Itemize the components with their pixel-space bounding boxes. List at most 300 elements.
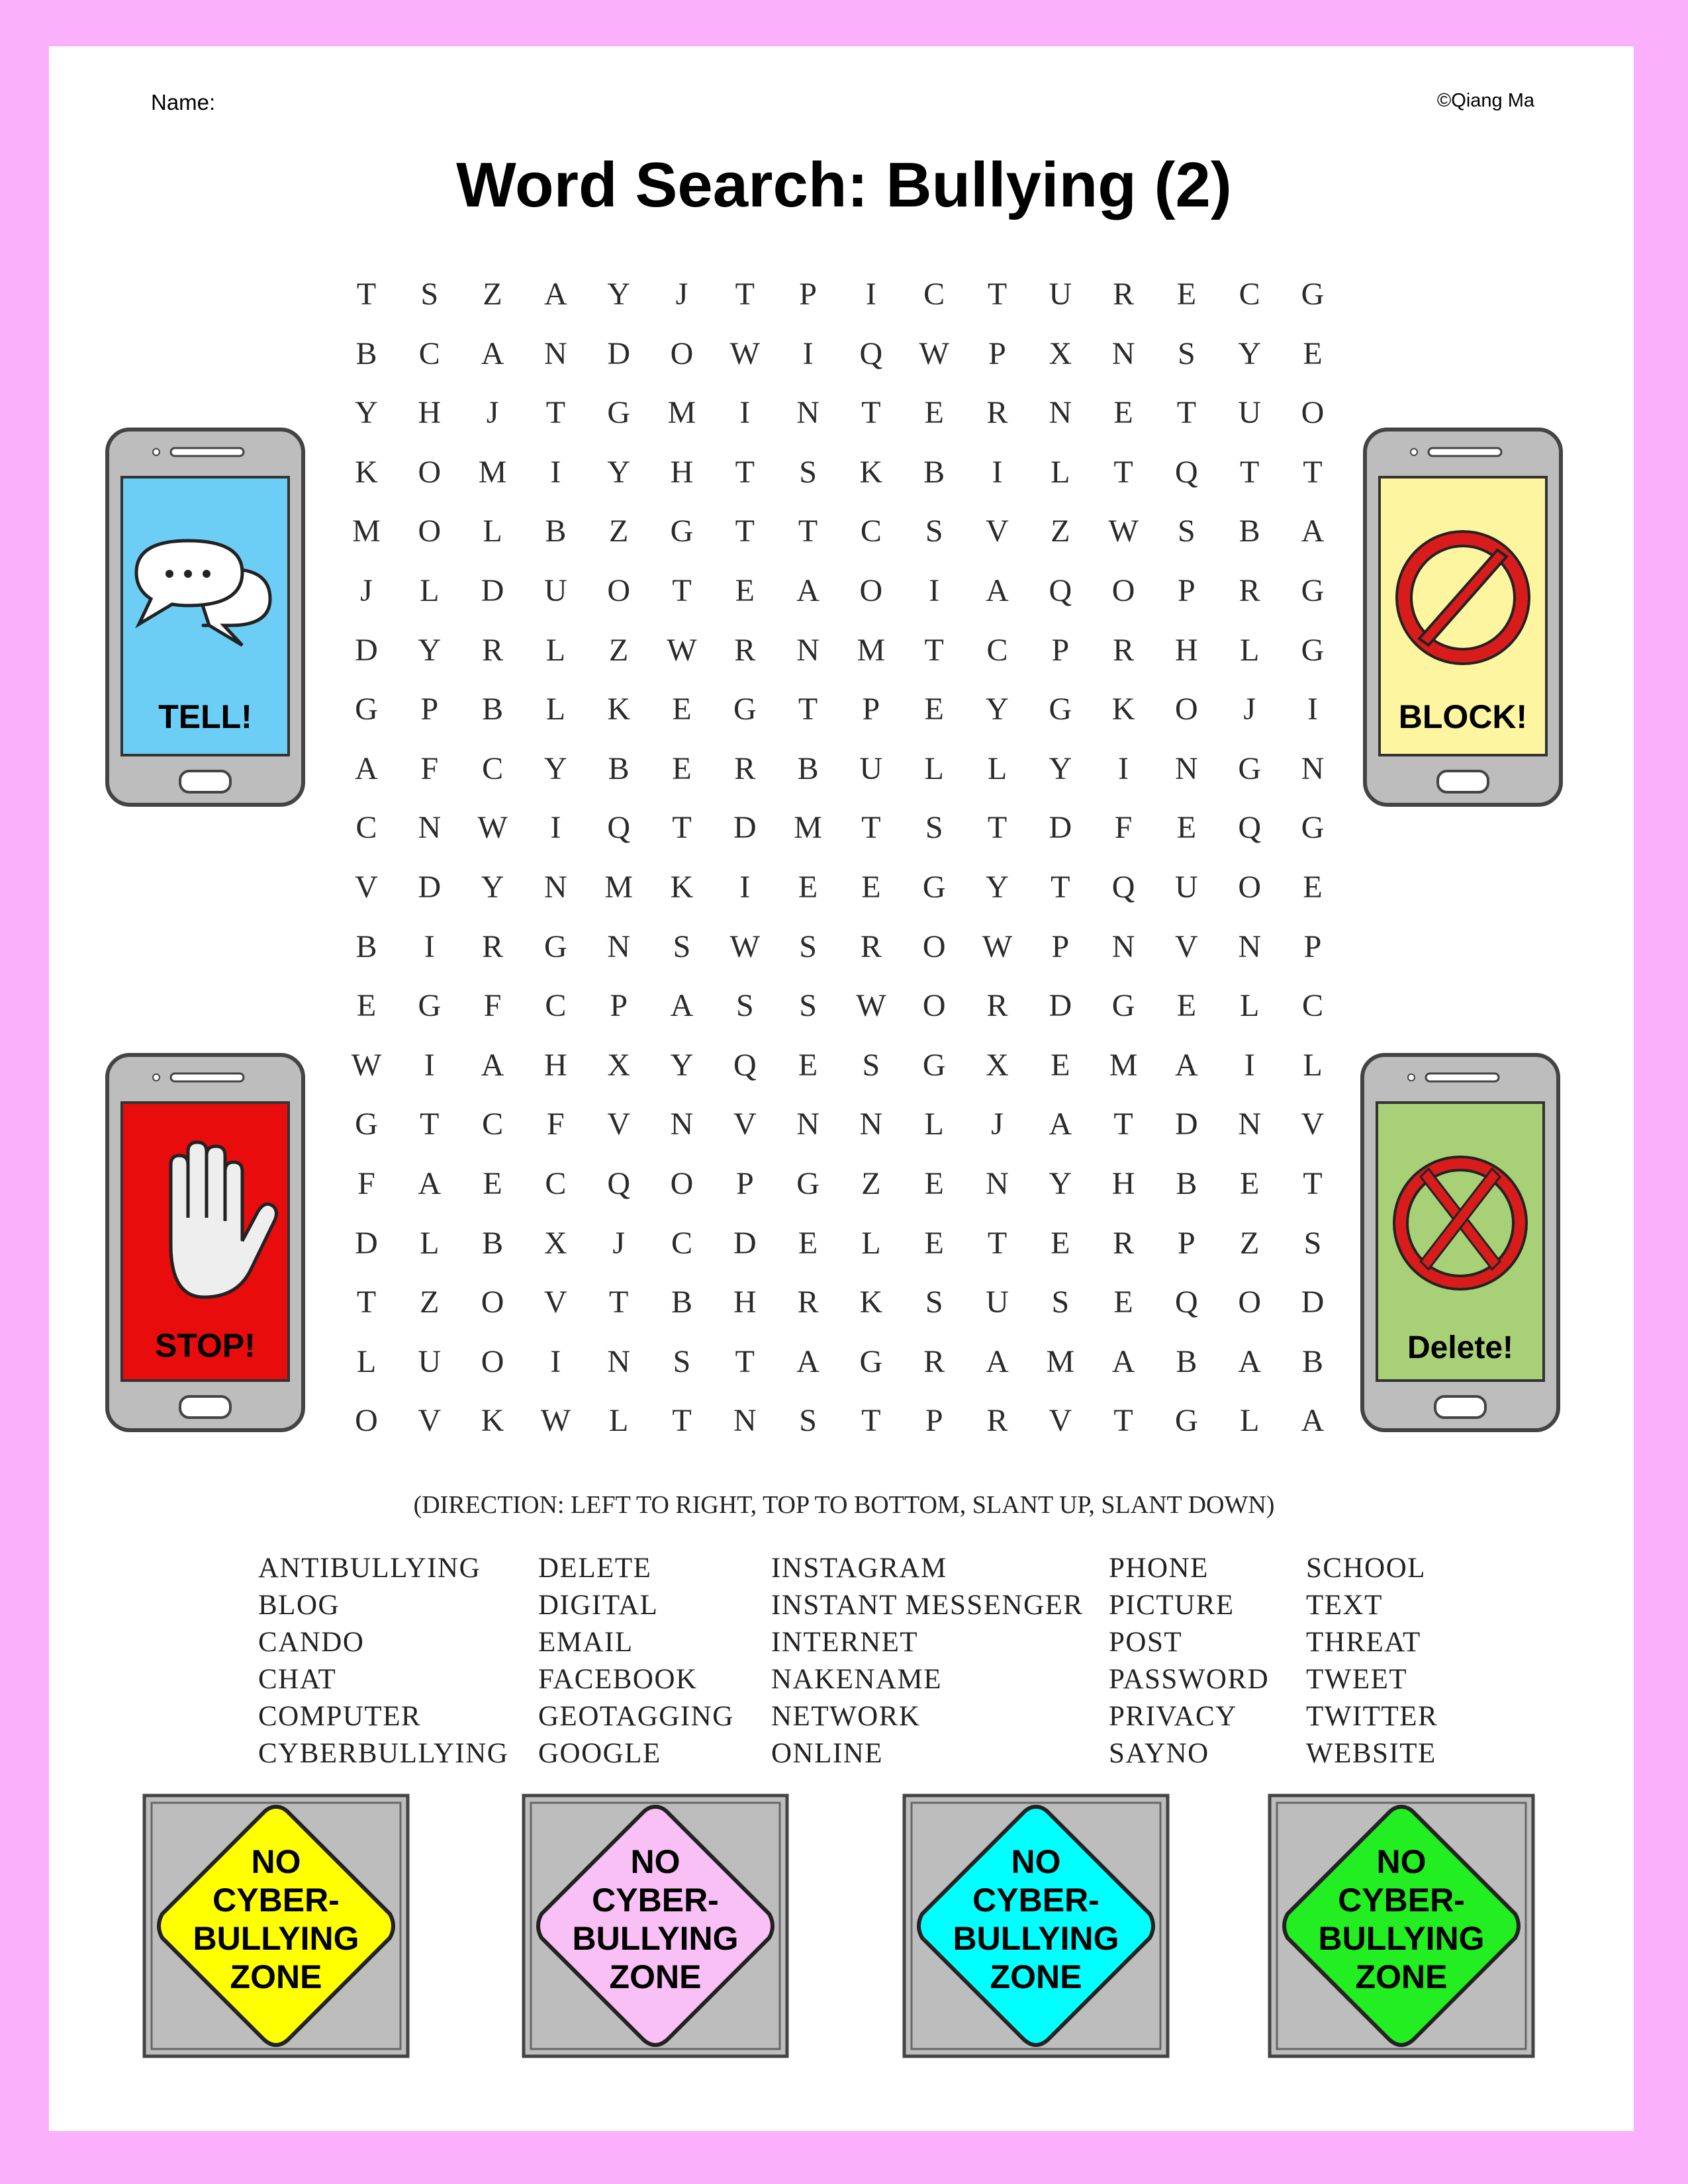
grid-letter[interactable]: B xyxy=(482,692,504,727)
grid-letter[interactable]: K xyxy=(481,1403,504,1439)
grid-letter[interactable]: B xyxy=(1239,514,1260,549)
grid-letter[interactable]: I xyxy=(802,336,814,371)
grid-letter[interactable]: D xyxy=(355,1225,378,1261)
grid-letter[interactable]: D xyxy=(481,573,504,608)
grid-letter[interactable]: A xyxy=(796,1343,820,1379)
grid-letter[interactable]: O xyxy=(1175,692,1198,727)
grid-letter[interactable]: V xyxy=(355,870,378,905)
grid-letter[interactable]: N xyxy=(986,1166,1009,1201)
grid-letter[interactable]: T xyxy=(735,514,755,549)
grid-letter[interactable]: A xyxy=(986,573,1009,608)
grid-letter[interactable]: V xyxy=(418,1403,442,1439)
grid-letter[interactable]: A xyxy=(1301,1403,1325,1439)
grid-letter[interactable]: X xyxy=(544,1225,567,1261)
grid-letter[interactable]: L xyxy=(545,632,566,668)
grid-letter[interactable]: O xyxy=(670,1166,694,1201)
grid-letter[interactable]: G xyxy=(796,1166,820,1201)
grid-letter[interactable]: J xyxy=(991,1107,1004,1142)
grid-letter[interactable]: D xyxy=(1049,810,1072,846)
grid-letter[interactable]: D xyxy=(1175,1107,1198,1142)
grid-letter[interactable]: I xyxy=(550,454,561,490)
grid-letter[interactable]: T xyxy=(1113,1403,1133,1439)
grid-letter[interactable]: N xyxy=(733,1403,757,1439)
grid-letter[interactable]: O xyxy=(1111,573,1135,608)
grid-letter[interactable]: N xyxy=(1049,395,1072,431)
grid-letter[interactable]: I xyxy=(424,1047,435,1083)
grid-letter[interactable]: D xyxy=(355,632,378,668)
grid-letter[interactable]: Z xyxy=(609,632,629,668)
grid-letter[interactable]: A xyxy=(418,1166,442,1201)
grid-letter[interactable]: N xyxy=(796,395,820,431)
grid-letter[interactable]: N xyxy=(670,1107,694,1142)
grid-letter[interactable]: S xyxy=(799,454,817,490)
grid-letter[interactable]: C xyxy=(545,1166,567,1201)
grid-letter[interactable]: K xyxy=(670,870,694,905)
grid-letter[interactable]: T xyxy=(798,692,818,727)
grid-letter[interactable]: G xyxy=(418,988,442,1024)
grid-letter[interactable]: W xyxy=(1108,514,1139,549)
grid-letter[interactable]: C xyxy=(355,810,377,846)
grid-letter[interactable]: T xyxy=(987,277,1008,312)
grid-letter[interactable]: L xyxy=(1240,988,1260,1024)
grid-letter[interactable]: Q xyxy=(1175,454,1198,490)
grid-letter[interactable]: T xyxy=(861,1403,881,1439)
grid-letter[interactable]: L xyxy=(1240,632,1260,668)
grid-letter[interactable]: O xyxy=(922,988,946,1024)
grid-letter[interactable]: T xyxy=(672,573,692,608)
grid-letter[interactable]: V xyxy=(607,1107,631,1142)
grid-letter[interactable]: A xyxy=(544,277,567,312)
grid-letter[interactable]: T xyxy=(1240,454,1260,490)
grid-letter[interactable]: Q xyxy=(607,810,631,846)
grid-letter[interactable]: A xyxy=(670,988,694,1024)
grid-letter[interactable]: N xyxy=(418,810,442,846)
grid-letter[interactable]: W xyxy=(540,1403,571,1439)
grid-letter[interactable]: K xyxy=(859,454,883,490)
grid-letter[interactable]: D xyxy=(418,870,442,905)
grid-letter[interactable]: O xyxy=(418,514,442,549)
grid-letter[interactable]: R xyxy=(986,1403,1008,1439)
grid-letter[interactable]: N xyxy=(1111,929,1135,964)
grid-letter[interactable]: E xyxy=(1303,336,1323,371)
grid-letter[interactable]: J xyxy=(612,1225,626,1261)
grid-letter[interactable]: N xyxy=(796,1107,820,1142)
grid-letter[interactable]: O xyxy=(481,1343,504,1379)
grid-letter[interactable]: N xyxy=(1111,336,1135,371)
grid-letter[interactable]: T xyxy=(1303,1166,1323,1201)
grid-letter[interactable]: L xyxy=(1240,1403,1260,1439)
grid-letter[interactable]: Y xyxy=(355,395,378,431)
grid-letter[interactable]: P xyxy=(420,692,439,727)
grid-letter[interactable]: R xyxy=(482,632,504,668)
grid-letter[interactable]: E xyxy=(861,870,881,905)
grid-letter[interactable]: I xyxy=(992,454,1003,490)
grid-letter[interactable]: A xyxy=(1238,1343,1262,1379)
grid-letter[interactable]: E xyxy=(483,1166,502,1201)
grid-letter[interactable]: D xyxy=(1301,1285,1325,1320)
grid-letter[interactable]: C xyxy=(1239,277,1260,312)
grid-letter[interactable]: B xyxy=(482,1225,504,1261)
grid-letter[interactable]: T xyxy=(420,1107,440,1142)
grid-letter[interactable]: S xyxy=(925,514,943,549)
grid-letter[interactable]: G xyxy=(1301,632,1325,668)
grid-letter[interactable]: P xyxy=(1051,929,1070,964)
grid-letter[interactable]: U xyxy=(1238,395,1262,431)
grid-letter[interactable]: H xyxy=(1111,1166,1135,1201)
grid-letter[interactable]: S xyxy=(799,988,817,1024)
grid-letter[interactable]: R xyxy=(860,929,882,964)
grid-letter[interactable]: F xyxy=(483,988,502,1024)
grid-letter[interactable]: E xyxy=(924,1166,944,1201)
grid-letter[interactable]: M xyxy=(1109,1047,1138,1083)
grid-letter[interactable]: X xyxy=(607,1047,631,1083)
grid-letter[interactable]: I xyxy=(739,870,751,905)
grid-letter[interactable]: E xyxy=(1051,1225,1070,1261)
grid-letter[interactable]: V xyxy=(1175,929,1198,964)
grid-letter[interactable]: R xyxy=(1113,632,1135,668)
grid-letter[interactable]: R xyxy=(734,632,756,668)
grid-letter[interactable]: H xyxy=(1175,632,1198,668)
grid-letter[interactable]: T xyxy=(1113,454,1133,490)
grid-letter[interactable]: T xyxy=(1113,1107,1133,1142)
grid-letter[interactable]: W xyxy=(351,1047,382,1083)
grid-letter[interactable]: C xyxy=(418,336,440,371)
grid-letter[interactable]: G xyxy=(544,929,567,964)
grid-letter[interactable]: G xyxy=(355,692,378,727)
grid-letter[interactable]: P xyxy=(1178,573,1196,608)
grid-letter[interactable]: V xyxy=(1049,1403,1072,1439)
grid-letter[interactable]: W xyxy=(856,988,886,1024)
grid-letter[interactable]: S xyxy=(420,277,439,312)
grid-letter[interactable]: Q xyxy=(1175,1285,1198,1320)
grid-letter[interactable]: L xyxy=(987,751,1008,786)
grid-letter[interactable]: R xyxy=(797,1285,819,1320)
grid-letter[interactable]: T xyxy=(987,1225,1008,1261)
grid-letter[interactable]: R xyxy=(1113,1225,1135,1261)
grid-letter[interactable]: M xyxy=(478,454,507,490)
grid-letter[interactable]: S xyxy=(862,1047,880,1083)
grid-letter[interactable]: Y xyxy=(544,751,567,786)
grid-letter[interactable]: I xyxy=(1307,692,1318,727)
grid-letter[interactable]: K xyxy=(355,454,378,490)
grid-letter[interactable]: O xyxy=(481,1285,504,1320)
grid-letter[interactable]: P xyxy=(925,1403,943,1439)
grid-letter[interactable]: E xyxy=(1176,277,1197,312)
grid-letter[interactable]: E xyxy=(672,692,692,727)
grid-letter[interactable]: N xyxy=(544,336,567,371)
grid-letter[interactable]: P xyxy=(862,692,880,727)
grid-letter[interactable]: D xyxy=(1049,988,1072,1024)
grid-letter[interactable]: H xyxy=(544,1047,567,1083)
grid-letter[interactable]: W xyxy=(729,336,760,371)
grid-letter[interactable]: C xyxy=(482,1107,504,1142)
grid-letter[interactable]: N xyxy=(1238,1107,1262,1142)
grid-letter[interactable]: X xyxy=(986,1047,1009,1083)
grid-letter[interactable]: S xyxy=(799,929,817,964)
grid-letter[interactable]: N xyxy=(859,1107,883,1142)
grid-letter[interactable]: P xyxy=(735,1166,754,1201)
grid-letter[interactable]: T xyxy=(924,632,944,668)
grid-letter[interactable]: R xyxy=(482,929,504,964)
grid-letter[interactable]: Z xyxy=(420,1285,440,1320)
grid-letter[interactable]: B xyxy=(797,751,819,786)
grid-letter[interactable]: B xyxy=(671,1285,692,1320)
grid-letter[interactable]: I xyxy=(1118,751,1129,786)
grid-letter[interactable]: S xyxy=(673,1343,691,1379)
grid-letter[interactable]: N xyxy=(1175,751,1198,786)
grid-letter[interactable]: U xyxy=(544,573,567,608)
grid-letter[interactable]: L xyxy=(483,514,502,549)
grid-letter[interactable]: Y xyxy=(986,870,1009,905)
grid-letter[interactable]: P xyxy=(1303,929,1322,964)
grid-letter[interactable]: O xyxy=(922,929,946,964)
grid-letter[interactable]: M xyxy=(667,395,696,431)
grid-letter[interactable]: V xyxy=(1301,1107,1325,1142)
grid-letter[interactable]: E xyxy=(924,395,944,431)
grid-letter[interactable]: J xyxy=(675,277,688,312)
grid-letter[interactable]: Y xyxy=(986,692,1009,727)
grid-letter[interactable]: E xyxy=(924,1225,944,1261)
grid-letter[interactable]: I xyxy=(865,277,876,312)
grid-letter[interactable]: N xyxy=(796,632,820,668)
grid-letter[interactable]: W xyxy=(919,336,949,371)
grid-letter[interactable]: O xyxy=(859,573,883,608)
grid-letter[interactable]: K xyxy=(859,1285,883,1320)
grid-letter[interactable]: G xyxy=(733,692,757,727)
grid-letter[interactable]: O xyxy=(670,336,694,371)
grid-letter[interactable]: S xyxy=(1303,1225,1322,1261)
grid-letter[interactable]: M xyxy=(857,632,886,668)
grid-letter[interactable]: G xyxy=(1238,751,1262,786)
grid-letter[interactable]: J xyxy=(360,573,373,608)
grid-letter[interactable]: L xyxy=(861,1225,881,1261)
grid-letter[interactable]: M xyxy=(604,870,633,905)
grid-letter[interactable]: W xyxy=(477,810,508,846)
grid-letter[interactable]: T xyxy=(609,1285,629,1320)
grid-letter[interactable]: C xyxy=(860,514,882,549)
grid-letter[interactable]: V xyxy=(544,1285,567,1320)
grid-letter[interactable]: B xyxy=(1176,1166,1197,1201)
grid-letter[interactable]: V xyxy=(986,514,1009,549)
grid-letter[interactable]: R xyxy=(986,988,1008,1024)
grid-letter[interactable]: O xyxy=(1301,395,1325,431)
grid-letter[interactable]: U xyxy=(418,1343,442,1379)
grid-letter[interactable]: L xyxy=(356,1343,377,1379)
grid-letter[interactable]: Z xyxy=(483,277,502,312)
grid-letter[interactable]: G xyxy=(859,1343,883,1379)
grid-letter[interactable]: T xyxy=(735,1343,755,1379)
grid-letter[interactable]: A xyxy=(1175,1047,1198,1083)
grid-letter[interactable]: N xyxy=(544,870,567,905)
grid-letter[interactable]: T xyxy=(1176,395,1197,431)
grid-letter[interactable]: A xyxy=(481,336,504,371)
grid-letter[interactable]: E xyxy=(356,988,377,1024)
grid-letter[interactable]: N xyxy=(607,1343,631,1379)
grid-letter[interactable]: N xyxy=(1301,751,1325,786)
grid-letter[interactable]: M xyxy=(794,810,822,846)
grid-letter[interactable]: A xyxy=(355,751,378,786)
grid-letter[interactable]: T xyxy=(1303,454,1323,490)
grid-letter[interactable]: Q xyxy=(1049,573,1072,608)
grid-letter[interactable]: E xyxy=(1113,395,1133,431)
grid-letter[interactable]: L xyxy=(420,573,440,608)
grid-letter[interactable]: D xyxy=(733,810,757,846)
grid-letter[interactable]: H xyxy=(733,1285,757,1320)
grid-letter[interactable]: T xyxy=(545,395,566,431)
grid-letter[interactable]: P xyxy=(799,277,817,312)
grid-letter[interactable]: Y xyxy=(1049,1166,1072,1201)
grid-letter[interactable]: E xyxy=(672,751,692,786)
grid-letter[interactable]: C xyxy=(986,632,1008,668)
grid-letter[interactable]: G xyxy=(1301,573,1325,608)
grid-letter[interactable]: W xyxy=(667,632,697,668)
grid-letter[interactable]: C xyxy=(923,277,945,312)
grid-letter[interactable]: T xyxy=(356,277,377,312)
grid-letter[interactable]: Y xyxy=(607,454,631,490)
grid-letter[interactable]: G xyxy=(355,1107,378,1142)
grid-letter[interactable]: Y xyxy=(418,632,442,668)
grid-letter[interactable]: B xyxy=(355,336,377,371)
grid-letter[interactable]: T xyxy=(1051,870,1070,905)
grid-letter[interactable]: B xyxy=(355,929,377,964)
grid-letter[interactable]: X xyxy=(1049,336,1072,371)
grid-letter[interactable]: C xyxy=(545,988,567,1024)
grid-letter[interactable]: O xyxy=(418,454,442,490)
grid-letter[interactable]: Z xyxy=(861,1166,881,1201)
grid-letter[interactable]: T xyxy=(861,395,881,431)
grid-letter[interactable]: G xyxy=(607,395,631,431)
grid-letter[interactable]: R xyxy=(734,751,756,786)
grid-letter[interactable]: T xyxy=(798,514,818,549)
grid-letter[interactable]: C xyxy=(482,751,504,786)
grid-letter[interactable]: O xyxy=(1238,1285,1262,1320)
grid-letter[interactable]: G xyxy=(922,870,946,905)
grid-letter[interactable]: F xyxy=(420,751,439,786)
grid-letter[interactable]: E xyxy=(1176,988,1197,1024)
grid-letter[interactable]: S xyxy=(925,1285,943,1320)
grid-letter[interactable]: T xyxy=(356,1285,377,1320)
grid-letter[interactable]: S xyxy=(1178,336,1196,371)
grid-letter[interactable]: M xyxy=(1046,1343,1075,1379)
grid-letter[interactable]: P xyxy=(1051,632,1070,668)
grid-letter[interactable]: E xyxy=(1051,1047,1070,1083)
grid-letter[interactable]: Q xyxy=(1238,810,1262,846)
grid-letter[interactable]: I xyxy=(424,929,435,964)
grid-letter[interactable]: S xyxy=(673,929,691,964)
grid-letter[interactable]: Y xyxy=(670,1047,694,1083)
grid-letter[interactable]: G xyxy=(670,514,694,549)
grid-letter[interactable]: U xyxy=(1175,870,1198,905)
grid-letter[interactable]: L xyxy=(1303,1047,1323,1083)
grid-letter[interactable]: W xyxy=(982,929,1013,964)
grid-letter[interactable]: R xyxy=(986,395,1008,431)
grid-letter[interactable]: A xyxy=(796,573,820,608)
grid-letter[interactable]: T xyxy=(672,1403,692,1439)
grid-letter[interactable]: F xyxy=(357,1166,375,1201)
grid-letter[interactable]: K xyxy=(607,692,631,727)
grid-letter[interactable]: U xyxy=(1049,277,1072,312)
grid-letter[interactable]: H xyxy=(670,454,694,490)
grid-letter[interactable]: M xyxy=(352,514,381,549)
grid-letter[interactable]: Z xyxy=(1240,1225,1260,1261)
grid-letter[interactable]: T xyxy=(861,810,881,846)
grid-letter[interactable]: D xyxy=(733,1225,757,1261)
grid-letter[interactable]: E xyxy=(1176,810,1197,846)
grid-letter[interactable]: I xyxy=(550,810,561,846)
grid-letter[interactable]: O xyxy=(355,1403,378,1439)
grid-letter[interactable]: S xyxy=(1051,1285,1070,1320)
grid-letter[interactable]: G xyxy=(1111,988,1135,1024)
grid-letter[interactable]: L xyxy=(609,1403,629,1439)
grid-letter[interactable]: H xyxy=(418,395,442,431)
grid-letter[interactable]: L xyxy=(924,1107,944,1142)
grid-letter[interactable]: E xyxy=(735,573,755,608)
grid-letter[interactable]: K xyxy=(1111,692,1135,727)
grid-letter[interactable]: S xyxy=(925,810,943,846)
grid-letter[interactable]: N xyxy=(1238,929,1262,964)
grid-letter[interactable]: Y xyxy=(481,870,504,905)
grid-letter[interactable]: Y xyxy=(607,277,631,312)
grid-letter[interactable]: B xyxy=(1301,1343,1323,1379)
grid-letter[interactable]: E xyxy=(798,1225,818,1261)
grid-letter[interactable]: L xyxy=(1051,454,1070,490)
grid-letter[interactable]: L xyxy=(545,692,566,727)
grid-letter[interactable]: J xyxy=(486,395,499,431)
grid-letter[interactable]: A xyxy=(1111,1343,1135,1379)
grid-letter[interactable]: A xyxy=(481,1047,504,1083)
grid-letter[interactable]: T xyxy=(735,277,755,312)
grid-letter[interactable]: Y xyxy=(1049,751,1072,786)
grid-letter[interactable]: I xyxy=(1244,1047,1255,1083)
grid-letter[interactable]: G xyxy=(1301,810,1325,846)
grid-letter[interactable]: G xyxy=(1049,692,1072,727)
grid-letter[interactable]: E xyxy=(1240,1166,1260,1201)
grid-letter[interactable]: A xyxy=(1049,1107,1072,1142)
grid-letter[interactable]: Q xyxy=(733,1047,757,1083)
grid-letter[interactable]: E xyxy=(924,692,944,727)
grid-letter[interactable]: O xyxy=(607,573,631,608)
grid-letter[interactable]: F xyxy=(547,1107,565,1142)
grid-letter[interactable]: Z xyxy=(609,514,629,549)
grid-letter[interactable]: E xyxy=(1113,1285,1133,1320)
grid-letter[interactable]: C xyxy=(671,1225,692,1261)
grid-letter[interactable]: S xyxy=(735,988,754,1024)
grid-letter[interactable]: V xyxy=(733,1107,757,1142)
grid-letter[interactable]: P xyxy=(988,336,1006,371)
grid-letter[interactable]: E xyxy=(1303,870,1323,905)
grid-letter[interactable]: B xyxy=(608,751,630,786)
grid-letter[interactable]: B xyxy=(1176,1343,1197,1379)
grid-letter[interactable]: Q xyxy=(859,336,883,371)
grid-letter[interactable]: A xyxy=(1301,514,1325,549)
grid-letter[interactable]: R xyxy=(1113,277,1135,312)
grid-letter[interactable]: W xyxy=(729,929,760,964)
grid-letter[interactable]: D xyxy=(607,336,631,371)
grid-letter[interactable]: Q xyxy=(1111,870,1135,905)
grid-letter[interactable]: P xyxy=(1178,1225,1196,1261)
grid-letter[interactable]: N xyxy=(607,929,631,964)
grid-letter[interactable]: G xyxy=(1301,277,1325,312)
grid-letter[interactable]: B xyxy=(923,454,945,490)
grid-letter[interactable]: Z xyxy=(1051,514,1070,549)
grid-letter[interactable]: A xyxy=(986,1343,1009,1379)
grid-letter[interactable]: Y xyxy=(1238,336,1262,371)
grid-letter[interactable]: I xyxy=(929,573,940,608)
grid-letter[interactable]: G xyxy=(922,1047,946,1083)
grid-letter[interactable]: B xyxy=(545,514,567,549)
grid-letter[interactable]: R xyxy=(1239,573,1260,608)
grid-letter[interactable]: U xyxy=(859,751,883,786)
